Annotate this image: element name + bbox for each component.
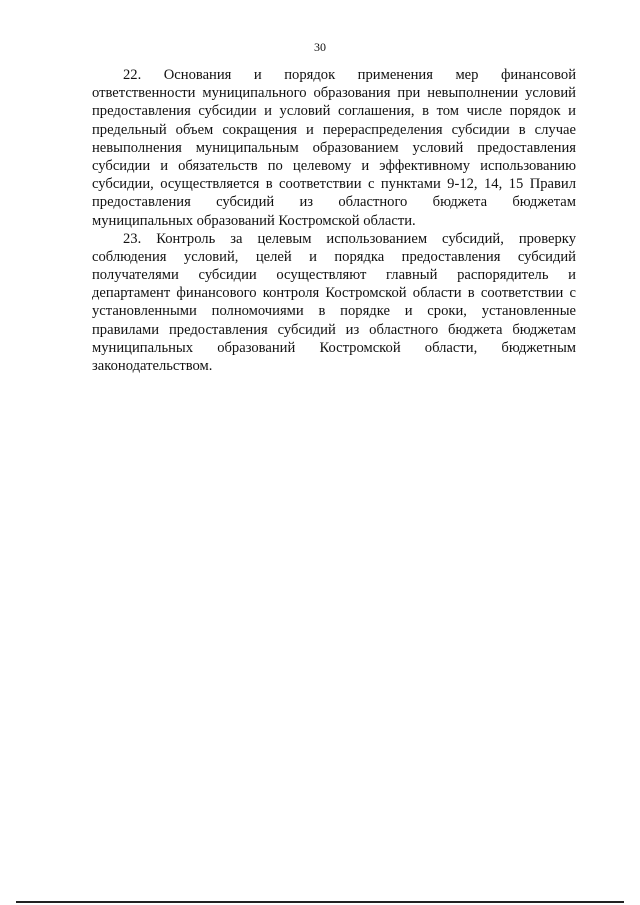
text-line: муниципальных образований Костромской области. [92, 212, 416, 229]
text-line: субсидии и обязательств по целевому и эффективному использованию [92, 157, 576, 174]
text-line: законодательством. [92, 358, 213, 374]
text-line: 22. Основания и порядок применения мер финансовой [123, 67, 576, 83]
document-body [92, 66, 576, 375]
text-line: муниципальных образований Костромской области, бюджетным [92, 339, 576, 356]
text-line: субсидии, осуществляется в соответствии с пунктами 9-12, 14, 15 Правил [92, 176, 576, 193]
text-line: невыполнения муниципальным образованием условий предоставления [92, 139, 576, 156]
text-line: установленными полномочиями в порядке и сроки, установленные [92, 303, 576, 320]
text-line: ответственности муниципального образования при невыполнении условий [92, 85, 576, 102]
page-bottom-edge [16, 901, 624, 903]
text-line: соблюдения условий, целей и порядка предоставления субсидий [92, 248, 576, 265]
text-line: департамент финансового контроля Костромской области в соответствии с [92, 285, 576, 302]
page-number: 30 [314, 40, 326, 54]
text-line: предоставления субсидии и условий соглашения, в том числе порядок и [92, 103, 576, 120]
text-line: 23. Контроль за целевым использованием субсидий, проверку [123, 230, 576, 247]
text-line: получателями субсидии осуществляют главный распорядитель и [92, 267, 576, 284]
text-line: предоставления субсидий из областного бюджета бюджетам [92, 194, 576, 211]
paragraph-22 [92, 66, 576, 230]
text-line: предельный объем сокращения и перераспределения субсидии в случае [92, 121, 576, 138]
paragraph-23 [92, 230, 576, 376]
text-line: правилами предоставления субсидий из областного бюджета бюджетам [92, 321, 576, 338]
